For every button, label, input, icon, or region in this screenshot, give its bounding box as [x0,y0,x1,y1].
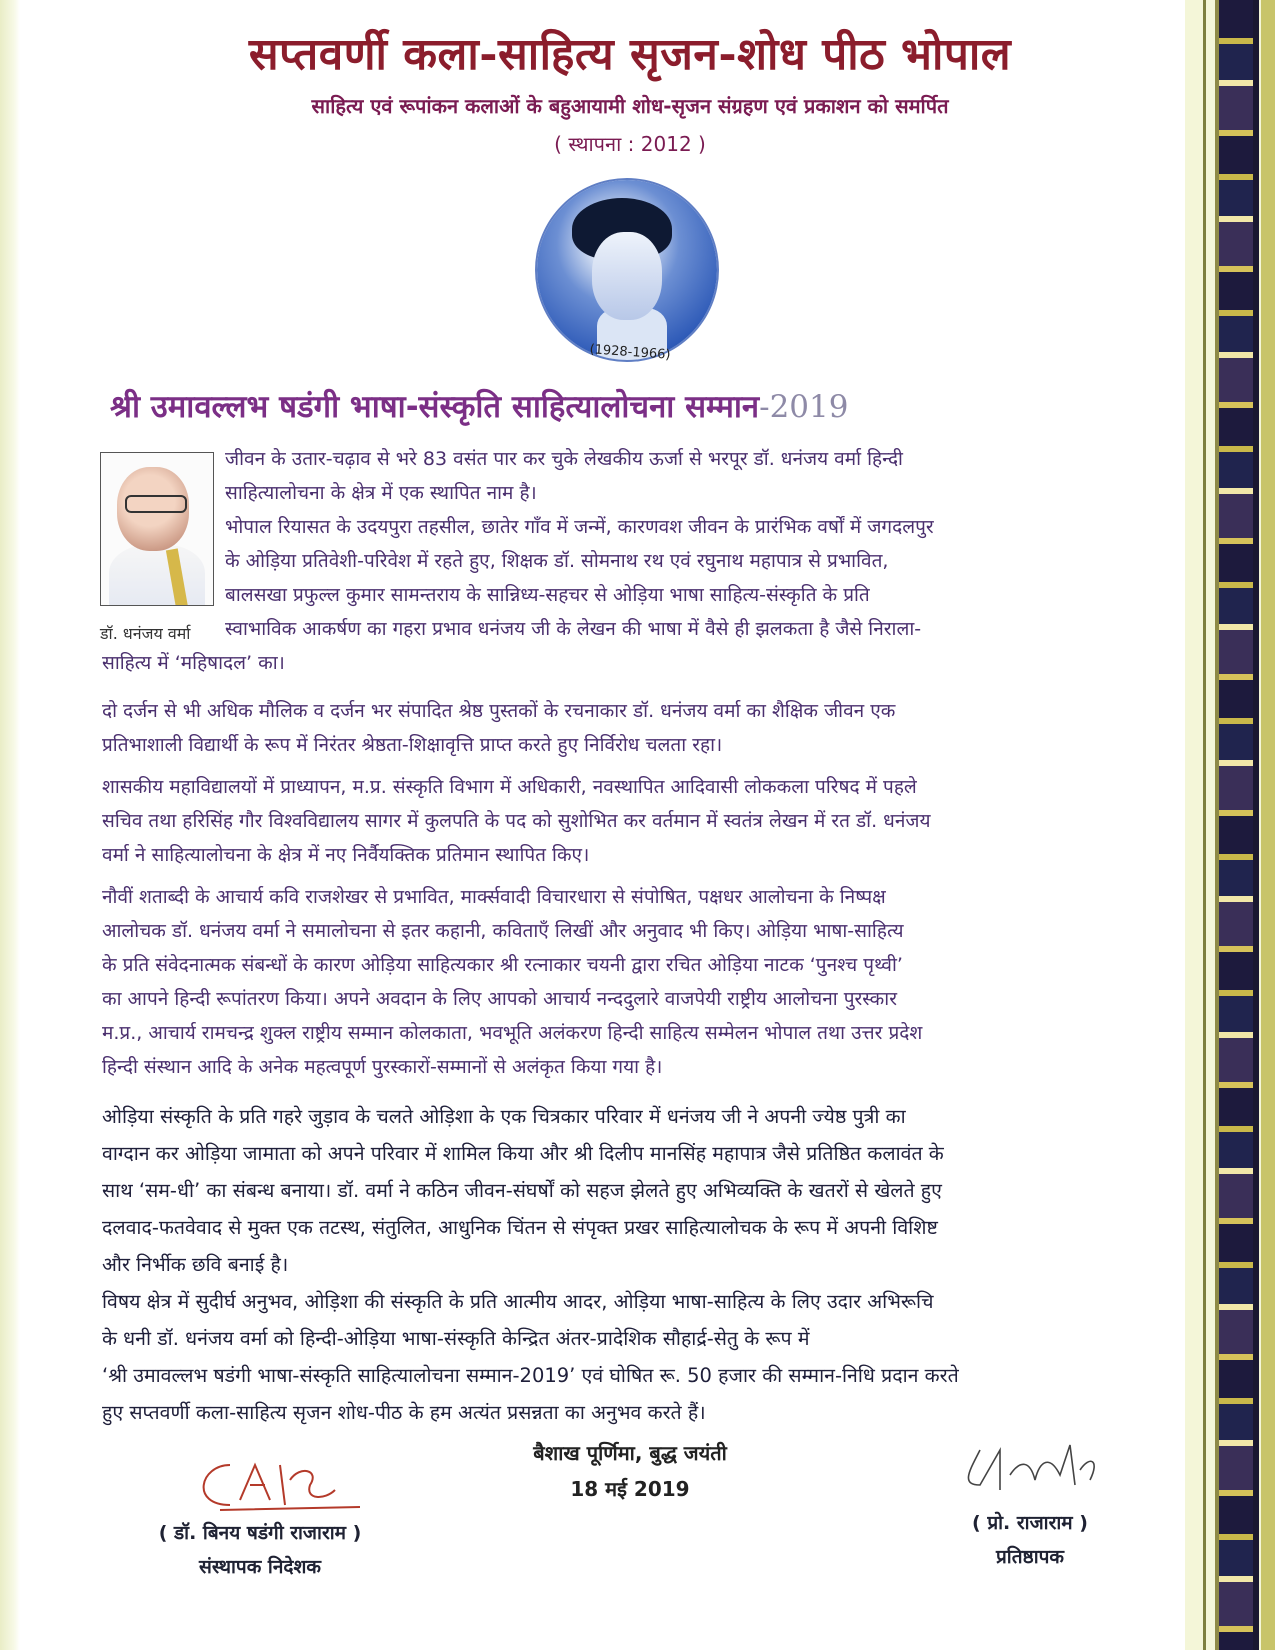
paragraph-5-line: ओड़िया संस्कृति के प्रति गहरे जुड़ाव के चलते ओड़िशा के एक चित्रकार परिवार में धनंजय जी ने अपनी ज्येष्ठ पुत्री का [102,1105,906,1128]
paragraph-2 [102,694,1112,762]
paragraph-4-line: का आपने हिन्दी रूपांतरण किया। अपने अवदान के लिए आपको आचार्य नन्ददुलारे वाजपेयी राष्ट्रीय आलोचना पुरस्कार [102,988,897,1010]
award-year: -2019 [759,389,849,425]
paragraph-4-line: के प्रति संवेदनात्मक संबन्धों के कारण ओड़िया साहित्यकार श्री रत्नाकार चयनी द्वारा रचित ओड़िया नाटक ‘पुनश्च पृथ्वी’ [102,954,903,976]
paragraph-5-line: वाग्दान कर ओड़िया जामाता को अपने परिवार में शामिल किया और श्री दिलीप मानसिंह महापात्र जैसे प्रतिष्ठित कलावंत के [102,1142,944,1165]
paragraph-1-line: जीवन के उतार-चढ़ाव से भरे 83 वसंत पार कर चुके लेखकीय ऊर्जा से भरपूर डॉ. धनंजय वर्मा हिन्दी [225,448,903,470]
recipient-photo-glasses [125,495,187,513]
paragraph-4 [102,880,1112,1084]
paragraph-4-line: आलोचक डॉ. धनंजय वर्मा ने समालोचना से इतर कहानी, कविताएँ लिखीं और अनुवाद भी किए। ओड़िया भाषा-साहित्य [102,920,904,942]
founder-portrait [537,180,717,360]
paragraph-5 [102,1098,1112,1283]
paragraph-6-line: विषय क्षेत्र में सुदीर्घ अनुभव, ओड़िशा की संस्कृति के प्रति आत्मीय आदर, ओड़िया भाषा-साहित्य के लिए उदार अभिरूचि [102,1290,934,1313]
portrait-years: (1928-1966) [589,342,671,363]
paragraph-3-line: सचिव तथा हरिसिंह गौर विश्वविद्यालय सागर में कुलपति के पद को सुशोभित कर वर्तमान में स्वतंत्र लेखन में रत डॉ. धनंजय [102,810,931,832]
paragraph-1-end: साहित्य में ‘महिषादल’ का। [102,652,285,674]
award-title [110,385,1190,427]
paragraph-2-line: दो दर्जन से भी अधिक मौलिक व दर्जन भर संपादित श्रेष्ठ पुस्तकों के रचनाकार डॉ. धनंजय वर्मा का शैक्षिक जीवन एक [102,700,896,722]
founded-year: ( स्थापना : 2012 ) [554,132,706,156]
signatory-right [900,1430,1160,1569]
certificate-frame [1185,0,1275,1650]
paragraph-1-line: बालसखा प्रफुल्ल कुमार सामन्तराय के सान्निध्य-सहचर से ओड़िया भाषा साहित्य-संस्कृति के प्रति [225,584,870,606]
frame-outer-border [1261,0,1275,1650]
paragraph-4-line: नौवीं शताब्दी के आचार्य कवि राजशेखर से प्रभावित, मार्क्सवादी विचारधारा से संपोषित, पक्षधर आलोचना के निष्पक्ष [102,886,886,908]
paragraph-1-line: भोपाल रियासत के उदयपुरा तहसील, छातेर गाँव में जन्में, कारणवश जीवन के प्रारंभिक वर्षों में जगदलपुर [225,516,934,538]
paragraph-6-line: हुए सप्तवर्णी कला-साहित्य सृजन शोध-पीठ के हम अत्यंत प्रसन्नता का अनुभव करते हैं। [102,1401,706,1424]
paragraph-5-line: दलवाद-फतवेवाद से मुक्त एक तटस्थ, संतुलित, आधुनिक चिंतन से संपृक्त प्रखर साहित्यालोचक के रूप में अपनी विशिष्ट [102,1216,938,1239]
paragraph-3 [102,770,1112,872]
award-name: श्री उमावल्लभ षडंगी भाषा-संस्कृति साहित्यालोचना सम्मान [110,389,760,425]
paragraph-6 [102,1283,1112,1431]
paragraph-1-line: साहित्यालोचना के क्षेत्र में एक स्थापित नाम है। [225,482,537,504]
portrait-face [592,232,662,320]
frame-decorative-strip [1215,0,1259,1650]
paragraph-5-line: साथ ‘सम-धी’ का संबन्ध बनाया। डॉ. वर्मा ने कठिन जीवन-संघर्षों को सहज झेलते हुए अभिव्यक्ति के खतरों से खेलते हुए [102,1179,942,1202]
signatory-left [100,1455,420,1579]
paragraph-6-line: ‘श्री उमावल्लभ षडंगी भाषा-संस्कृति साहित्यालोचना सम्मान-2019’ एवं घोषित रू. 50 हजार की सम्मान-निधि प्रदान करते [102,1364,959,1387]
paragraph-4-line: हिन्दी संस्थान आदि के अनेक महत्वपूर्ण पुरस्कारों-सम्मानों से अलंकृत किया गया है। [102,1056,663,1078]
paragraph-4-line: म.प्र., आचार्य रामचन्द्र शुक्ल राष्ट्रीय सम्मान कोलकाता, भवभूति अलंकरण हिन्दी साहित्य सम्मेलन भोपाल तथा उत्तर प्रदेश [102,1022,923,1044]
signatory-right-name: ( प्रो. राजाराम ) [972,1512,1088,1534]
signatory-left-role: संस्थापक निदेशक [199,1556,321,1578]
paragraph-5-line: और निर्भीक छवि बनाई है। [102,1253,289,1276]
organization-subtitle: साहित्य एवं रूपांकन कलाओं के बहुआयामी शोध-सृजन संग्रहण एवं प्रकाशन को समर्पित [311,94,949,118]
paragraph-1-line: स्वाभाविक आकर्षण का गहरा प्रभाव धनंजय जी के लेखन की भाषा में वैसे ही झलकता है जैसे निराला- [225,618,922,640]
paragraph-1 [225,442,1095,646]
paragraph-3-line: शासकीय महाविद्यालयों में प्राध्यापन, म.प्र. संस्कृति विभाग में अधिकारी, नवस्थापित आदिवासी लोककला परिषद में पहले [102,776,917,798]
paragraph-2-line: प्रतिभाशाली विद्यार्थी के रूप में निरंतर श्रेष्ठता-शिक्षावृत्ति प्राप्त करते हुए निर्विरोध चलता रहा। [102,734,723,756]
date-occasion: बैशाख पूर्णिमा, बुद्ध जयंती [533,1441,727,1465]
paragraph-3-line: वर्मा ने साहित्यालोचना के क्षेत्र में नए निर्वैयक्तिक प्रतिमान स्थापित किए। [102,844,590,866]
signature-right-scribble [940,1430,1120,1505]
signatory-left-name: ( डॉ. बिनय षडंगी राजाराम ) [158,1522,362,1544]
paragraph-6-line: के धनी डॉ. धनंजय वर्मा को हिन्दी-ओड़िया भाषा-संस्कृति केन्द्रित अंतर-प्रादेशिक सौहार्द्र-सेतु के रूप में [102,1327,810,1350]
recipient-photo-body [109,545,205,606]
date-value: 18 मई 2019 [570,1477,690,1501]
organization-title: सप्तवर्णी कला-साहित्य सृजन-शोध पीठ भोपाल [248,29,1012,80]
signatory-right-role: प्रतिष्ठापक [995,1546,1065,1568]
signature-left-scribble [160,1455,360,1515]
recipient-photo [100,452,214,606]
page-edge [0,0,20,1650]
frame-inner-line [1203,0,1206,1650]
recipient-caption: डॉ. धनंजय वर्मा [100,624,191,643]
date-block [440,1435,820,1507]
paragraph-1-line: के ओड़िया प्रतिवेशी-परिवेश में रहते हुए, शिक्षक डॉ. सोमनाथ रथ एवं रघुनाथ महापात्र से प्रभावित, [225,550,889,572]
